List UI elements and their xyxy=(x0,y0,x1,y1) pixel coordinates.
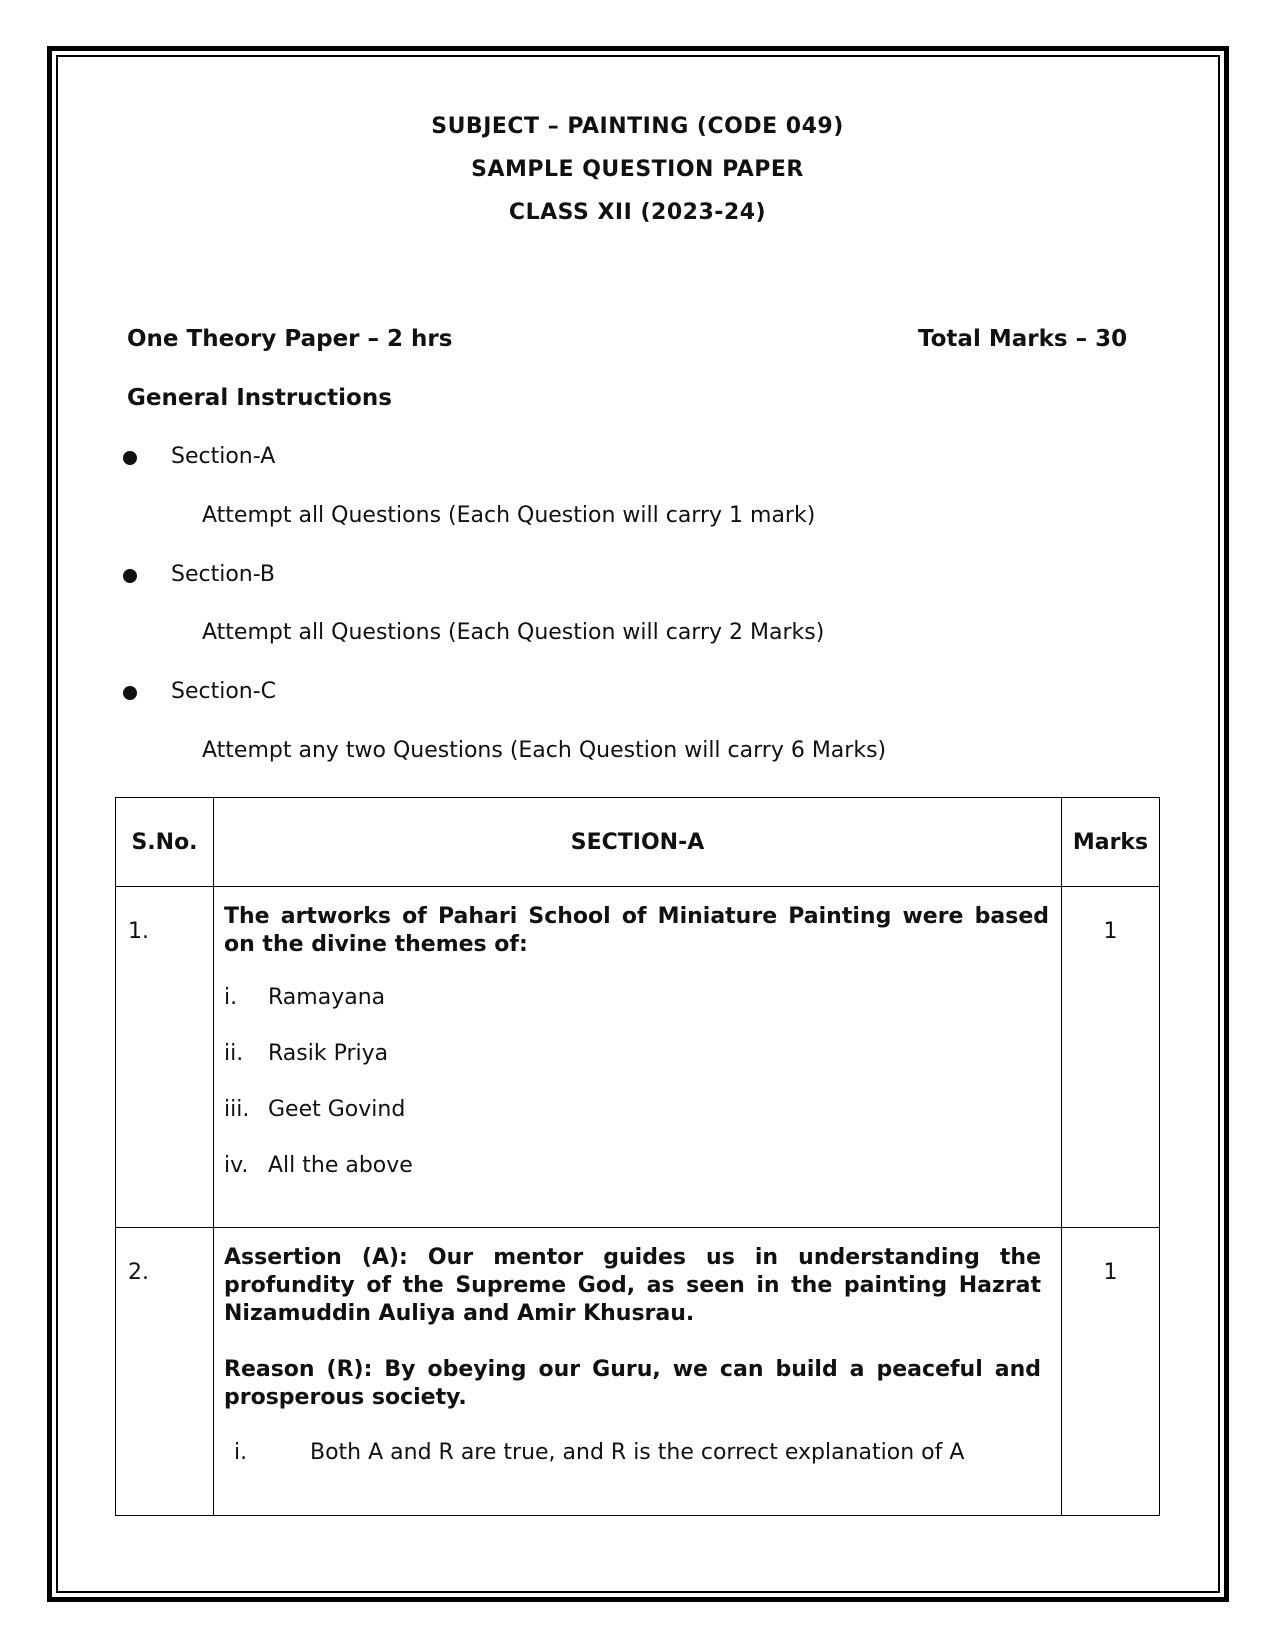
bullet-icon xyxy=(123,686,137,700)
q1-option xyxy=(224,985,1049,1011)
q2-body xyxy=(214,1228,1062,1516)
header-section: SECTION-A xyxy=(214,798,1062,887)
instructions-heading: General Instructions xyxy=(127,385,392,411)
q2-assertion: Assertion (A): Our mentor guides us in understanding the profundity of the Supreme God, as seen in the painting Hazrat Nizamuddin Auliya and Amir Khusrau. xyxy=(224,1245,1041,1326)
header-marks: Marks xyxy=(1062,798,1160,887)
q1-body xyxy=(214,887,1062,1228)
q1-option-num: iv. xyxy=(224,1153,249,1178)
section-a-label: Section-A xyxy=(171,444,276,469)
section-c-note: Attempt any two Questions (Each Question will carry 6 Marks) xyxy=(202,738,887,763)
question-table xyxy=(115,797,1160,1516)
q2-sno: 2. xyxy=(116,1228,214,1516)
q1-option-text: Geet Govind xyxy=(268,1097,406,1122)
q1-option xyxy=(224,1097,1049,1123)
paper-type-title: SAMPLE QUESTION PAPER xyxy=(471,157,804,182)
q2-option xyxy=(224,1440,1041,1466)
bullet-icon xyxy=(123,569,137,583)
q2-marks: 1 xyxy=(1062,1228,1160,1516)
q1-sno: 1. xyxy=(116,887,214,1228)
class-year-title: CLASS XII (2023-24) xyxy=(508,200,767,225)
duration: One Theory Paper – 2 hrs xyxy=(127,326,453,352)
table-row xyxy=(116,887,1160,1228)
section-b-label: Section-B xyxy=(171,562,275,587)
q1-option-num: ii. xyxy=(224,1041,244,1066)
subject-title: SUBJECT – PAINTING (CODE 049) xyxy=(431,114,844,139)
q1-option-num: i. xyxy=(224,985,238,1010)
q1-option xyxy=(224,1153,1049,1179)
q1-option-text: Rasik Priya xyxy=(268,1041,389,1066)
q1-option-num: iii. xyxy=(224,1097,250,1122)
header-sno: S.No. xyxy=(116,798,214,887)
section-c-label: Section-C xyxy=(171,679,277,704)
q1-stem: The artworks of Pahari School of Miniature Painting were based on the divine themes of: xyxy=(224,904,1049,957)
q1-option-text: Ramayana xyxy=(268,985,386,1010)
q2-option-num: i. xyxy=(234,1440,248,1465)
q2-reason: Reason (R): By obeying our Guru, we can build a peaceful and prosperous society. xyxy=(224,1357,1041,1410)
section-b-note: Attempt all Questions (Each Question will carry 2 Marks) xyxy=(202,620,825,645)
q1-option-text: All the above xyxy=(268,1153,413,1178)
total-marks: Total Marks – 30 xyxy=(918,326,1128,352)
q1-option xyxy=(224,1041,1049,1067)
q1-marks: 1 xyxy=(1062,887,1160,1228)
table-header-row xyxy=(116,798,1160,887)
section-a-note: Attempt all Questions (Each Question will carry 1 mark) xyxy=(202,503,816,528)
table-row xyxy=(116,1228,1160,1516)
bullet-icon xyxy=(123,451,137,465)
q2-option-text: Both A and R are true, and R is the correct explanation of A xyxy=(310,1440,965,1465)
